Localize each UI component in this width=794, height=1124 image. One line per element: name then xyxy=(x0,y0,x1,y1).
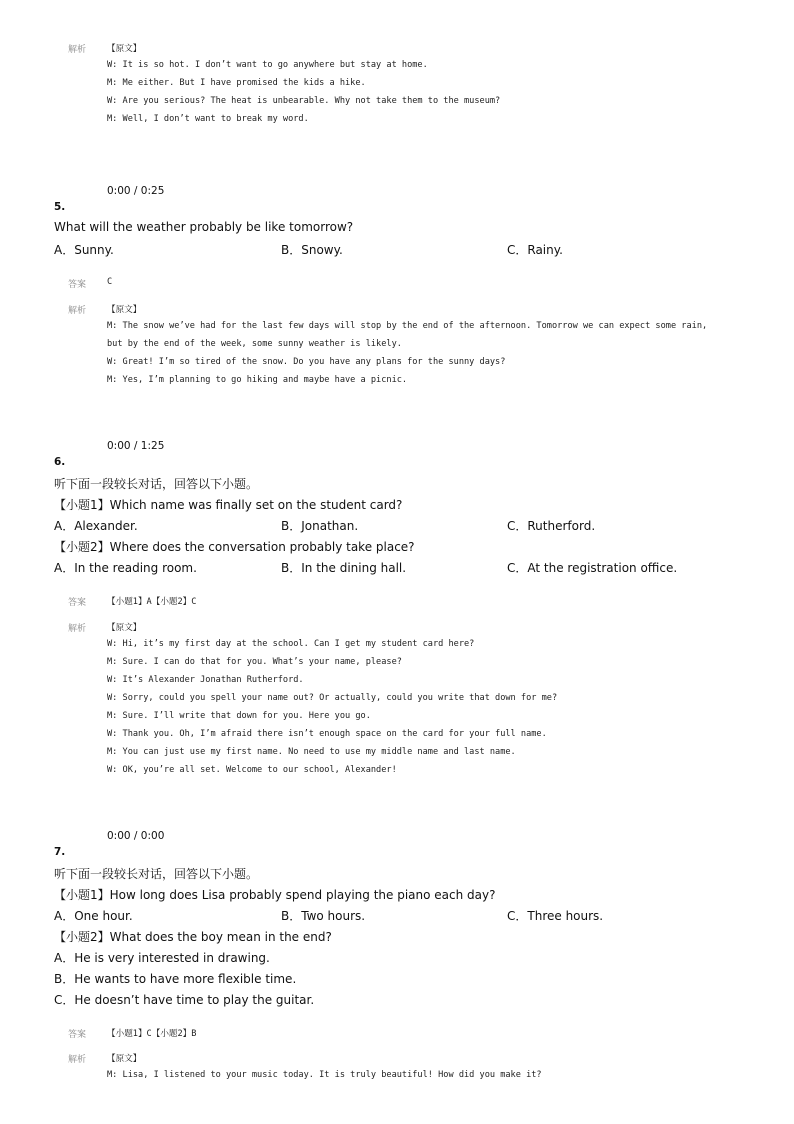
transcript-line: W: Thank you. Oh, I’m afraid there isn’t enough space on the card for your full name. xyxy=(107,729,547,739)
option-a: A．Alexander. xyxy=(54,519,138,533)
option-a: A．One hour. xyxy=(54,909,133,923)
transcript-line: M: Sure. I’ll write that down for you. Here you go. xyxy=(107,711,371,721)
transcript-line: M: Yes, I’m planning to go hiking and maybe have a picnic. xyxy=(107,375,408,385)
audio-time[interactable]: 0:00 / 1:25 xyxy=(107,440,165,452)
sub-question-2: 【小题2】What does the boy mean in the end? xyxy=(54,930,332,944)
answer-label: 答案 xyxy=(68,598,87,608)
question-intro: 听下面一段较长对话，回答以下小题。 xyxy=(54,477,259,491)
question-number: 7. xyxy=(54,846,66,858)
question-number: 5. xyxy=(54,201,66,213)
analysis-label: 解析 xyxy=(68,306,87,316)
answer-value: 【小题1】C【小题2】B xyxy=(107,1029,197,1039)
option-a: A．In the reading room. xyxy=(54,561,197,575)
option-b: B．He wants to have more flexible time. xyxy=(54,972,297,986)
audio-time[interactable]: 0:00 / 0:25 xyxy=(107,185,165,197)
option-c: C．Rutherford. xyxy=(507,519,596,533)
answer-label: 答案 xyxy=(68,1030,87,1040)
sub-question-2: 【小题2】Where does the conversation probably take place? xyxy=(54,540,415,554)
answer-value: C xyxy=(107,277,113,287)
option-c: C．Three hours. xyxy=(507,909,604,923)
original-text-label: 【原文】 xyxy=(107,305,142,315)
question-intro: 听下面一段较长对话，回答以下小题。 xyxy=(54,867,259,881)
transcript-line: W: It is so hot. I don’t want to go anywhere but stay at home. xyxy=(107,60,428,70)
transcript-line: M: You can just use my first name. No need to use my middle name and last name. xyxy=(107,747,516,757)
original-text-label: 【原文】 xyxy=(107,44,142,54)
question-number: 6. xyxy=(54,456,66,468)
transcript-line: M: Well, I don’t want to break my word. xyxy=(107,114,309,124)
sub-question-1: 【小题1】Which name was finally set on the student card? xyxy=(54,498,403,512)
transcript-line: W: Great! I’m so tired of the snow. Do you have any plans for the sunny days? xyxy=(107,357,506,367)
transcript-line: M: Lisa, I listened to your music today. It is truly beautiful! How did you make it? xyxy=(107,1070,542,1080)
analysis-label: 解析 xyxy=(68,1055,87,1065)
transcript-line: M: Sure. I can do that for you. What’s your name, please? xyxy=(107,657,402,667)
transcript-line: W: OK, you’re all set. Welcome to our school, Alexander! xyxy=(107,765,397,775)
option-b: B．Jonathan. xyxy=(281,519,359,533)
analysis-label: 解析 xyxy=(68,45,87,55)
sub-question-1: 【小题1】How long does Lisa probably spend playing the piano each day? xyxy=(54,888,496,902)
original-text-label: 【原文】 xyxy=(107,623,142,633)
option-c: C．He doesn’t have time to play the guitar. xyxy=(54,993,315,1007)
option-a: A．He is very interested in drawing. xyxy=(54,951,270,965)
transcript-line: but by the end of the week, some sunny weather is likely. xyxy=(107,339,402,349)
question-text: What will the weather probably be like tomorrow? xyxy=(54,220,354,234)
transcript-line: M: Me either. But I have promised the kids a hike. xyxy=(107,78,366,88)
analysis-label: 解析 xyxy=(68,624,87,634)
transcript-line: W: Sorry, could you spell your name out? Or actually, could you write that down for me? xyxy=(107,693,558,703)
answer-value: 【小题1】A【小题2】C xyxy=(107,597,197,607)
option-c: C．At the registration office. xyxy=(507,561,678,575)
option-b: B．Snowy. xyxy=(281,243,343,257)
transcript-line: W: Are you serious? The heat is unbearable. Why not take them to the museum? xyxy=(107,96,501,106)
option-c: C．Rainy. xyxy=(507,243,563,257)
transcript-line: M: The snow we’ve had for the last few days will stop by the end of the afternoon. Tomorrow we can expect some rain, xyxy=(107,321,708,331)
audio-time[interactable]: 0:00 / 0:00 xyxy=(107,830,165,842)
option-b: B．In the dining hall. xyxy=(281,561,407,575)
answer-label: 答案 xyxy=(68,280,87,290)
option-a: A．Sunny. xyxy=(54,243,114,257)
transcript-line: W: Hi, it’s my first day at the school. Can I get my student card here? xyxy=(107,639,475,649)
option-b: B．Two hours. xyxy=(281,909,366,923)
original-text-label: 【原文】 xyxy=(107,1054,142,1064)
transcript-line: W: It’s Alexander Jonathan Rutherford. xyxy=(107,675,304,685)
